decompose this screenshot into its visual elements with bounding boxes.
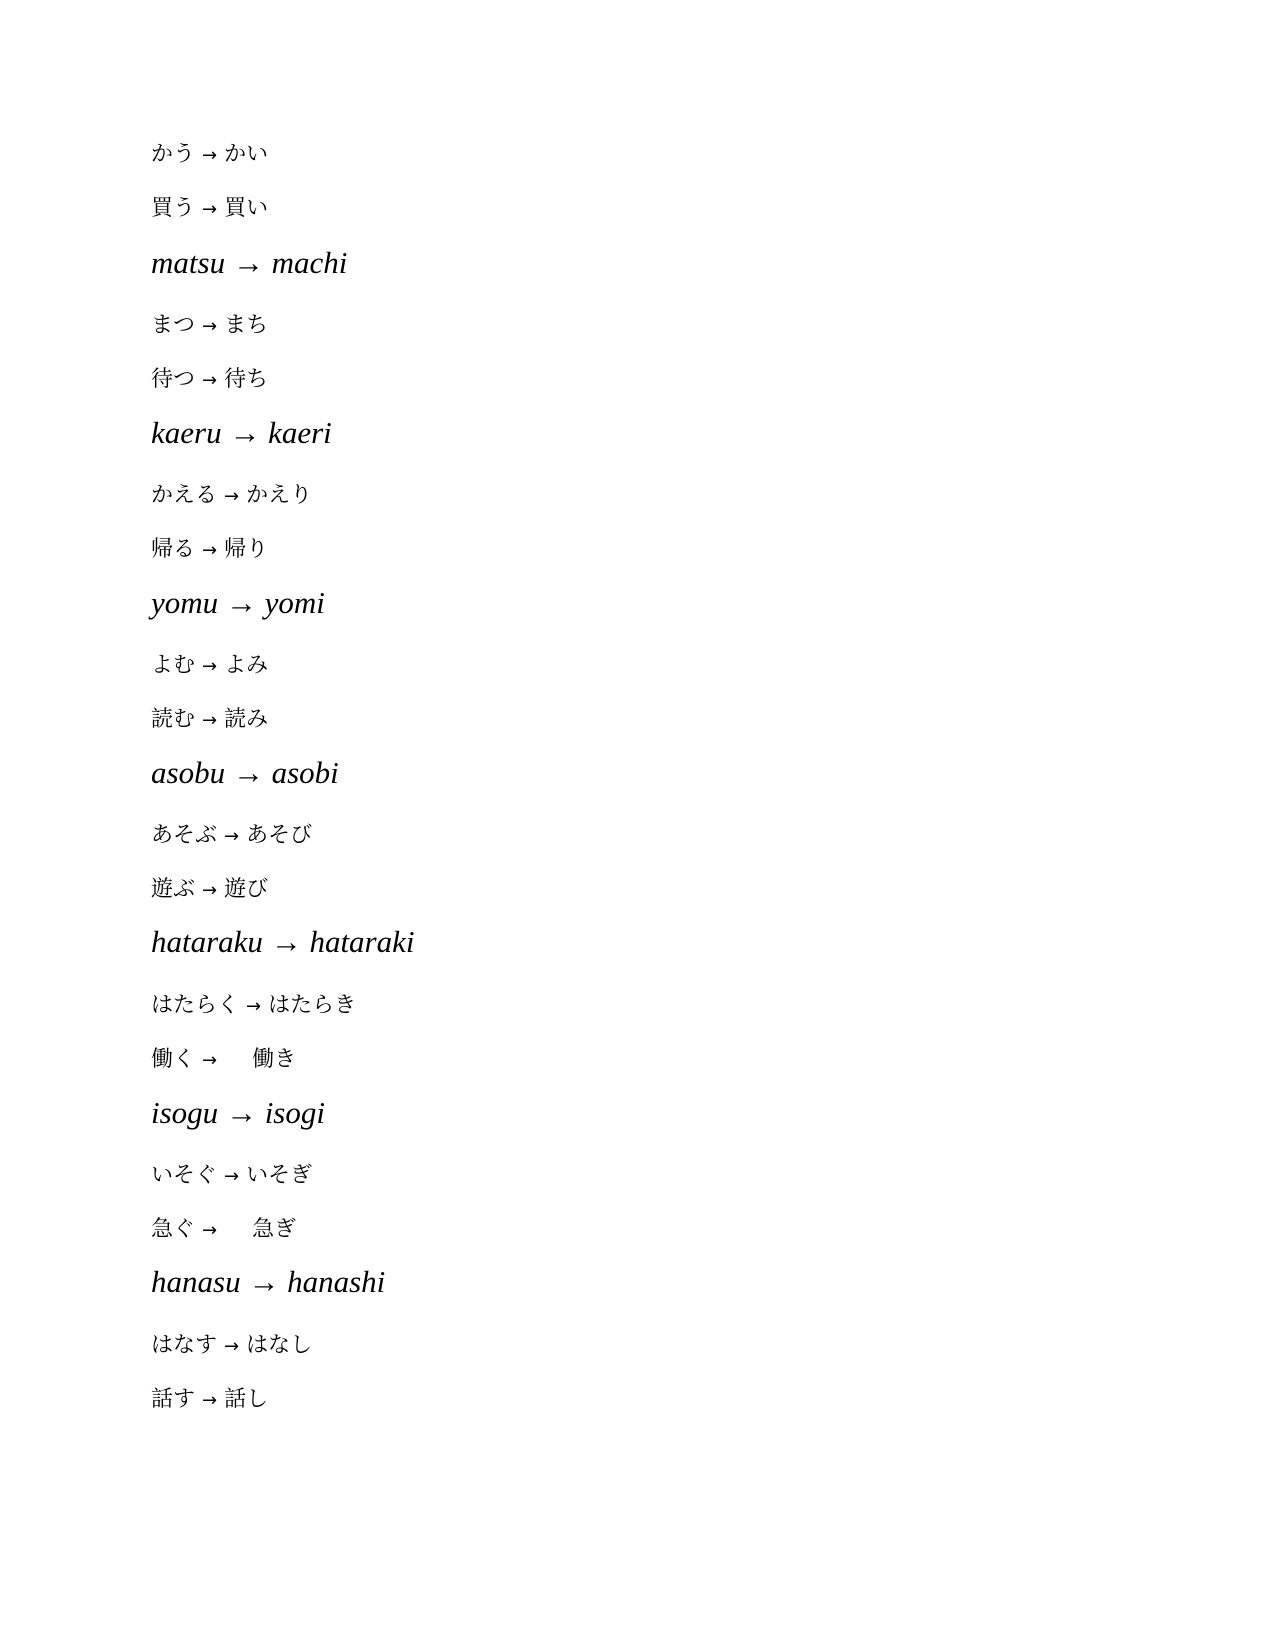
arrow-icon: → xyxy=(202,1390,218,1411)
target-word: 急ぎ xyxy=(252,1217,297,1242)
source-word: 遊ぶ xyxy=(151,877,196,902)
arrow-icon: → xyxy=(202,370,218,391)
source-word: かえる xyxy=(151,483,218,508)
source-word: はなす xyxy=(151,1333,218,1358)
source-word: kaeru xyxy=(151,415,222,450)
target-word: 遊び xyxy=(224,877,269,902)
kana-conversion-line xyxy=(151,535,268,566)
target-word: 帰り xyxy=(224,537,269,562)
gap xyxy=(260,415,268,450)
target-word: asobi xyxy=(271,755,339,790)
kana-conversion-line xyxy=(151,1215,296,1246)
kana-conversion-line xyxy=(151,481,312,512)
kana-conversion-line xyxy=(151,651,268,682)
kana-conversion-line xyxy=(151,1331,312,1362)
target-word: yomi xyxy=(264,585,325,620)
romaji-conversion-line xyxy=(151,413,332,453)
source-word: 待つ xyxy=(151,367,196,392)
source-word: まつ xyxy=(151,313,196,338)
romaji-conversion-line xyxy=(151,583,325,623)
target-word: かえり xyxy=(246,483,313,508)
arrow-icon: → xyxy=(246,996,262,1017)
source-word: 買う xyxy=(151,196,196,221)
target-word: 読み xyxy=(224,707,269,732)
arrow-icon: → xyxy=(202,316,218,337)
romaji-conversion-line xyxy=(151,243,347,283)
target-word: まち xyxy=(224,313,269,338)
kana-conversion-line xyxy=(151,365,268,396)
arrow-icon: → xyxy=(202,199,218,220)
gap xyxy=(257,1095,265,1130)
target-word: かい xyxy=(224,142,269,167)
arrow-icon: → xyxy=(229,415,261,450)
arrow-icon: → xyxy=(248,1264,280,1299)
arrow-icon: → xyxy=(232,245,264,280)
target-word: はたらき xyxy=(268,993,357,1018)
arrow-icon: → xyxy=(202,1050,218,1071)
target-word: 話し xyxy=(224,1387,269,1412)
romaji-conversion-line xyxy=(151,753,339,793)
kana-conversion-line xyxy=(151,1045,296,1076)
target-word: machi xyxy=(271,245,348,280)
source-word: hanasu xyxy=(151,1264,241,1299)
kana-conversion-line xyxy=(151,875,268,906)
kana-conversion-line xyxy=(151,1161,312,1192)
kana-conversion-line xyxy=(151,705,268,736)
arrow-icon: → xyxy=(202,145,218,166)
arrow-icon: → xyxy=(202,1220,218,1241)
target-word: あそび xyxy=(246,823,313,848)
target-word: 買い xyxy=(224,196,269,221)
arrow-icon: → xyxy=(202,710,218,731)
source-word: いそぐ xyxy=(151,1163,218,1188)
arrow-icon: → xyxy=(225,1095,257,1130)
target-word: kaeri xyxy=(268,415,332,450)
gap xyxy=(217,1217,252,1242)
source-word: よむ xyxy=(151,653,196,678)
arrow-icon: → xyxy=(202,656,218,677)
source-word: 帰る xyxy=(151,537,196,562)
source-word: 働く xyxy=(151,1047,196,1072)
kana-conversion-line xyxy=(151,1385,268,1416)
arrow-icon: → xyxy=(202,880,218,901)
source-word: yomu xyxy=(151,585,219,620)
kana-conversion-line xyxy=(151,194,268,225)
gap xyxy=(279,1264,287,1299)
gap xyxy=(264,245,272,280)
source-word: はたらく xyxy=(151,993,240,1018)
kana-conversion-line xyxy=(151,991,356,1022)
romaji-conversion-line xyxy=(151,1093,325,1133)
arrow-icon: → xyxy=(232,755,264,790)
source-word: 急ぐ xyxy=(151,1217,196,1242)
arrow-icon: → xyxy=(224,1166,240,1187)
target-word: hanashi xyxy=(287,1264,386,1299)
arrow-icon: → xyxy=(270,924,302,959)
romaji-conversion-line xyxy=(151,922,415,962)
arrow-icon: → xyxy=(224,1336,240,1357)
kana-conversion-line xyxy=(151,821,312,852)
kana-conversion-line xyxy=(151,311,268,342)
target-word: 働き xyxy=(252,1047,297,1072)
source-word: あそぶ xyxy=(151,823,218,848)
source-word: 話す xyxy=(151,1387,196,1412)
target-word: 待ち xyxy=(224,367,269,392)
source-word: かう xyxy=(151,142,196,167)
target-word: はなし xyxy=(246,1333,313,1358)
arrow-icon: → xyxy=(224,486,240,507)
source-word: matsu xyxy=(151,245,226,280)
romaji-conversion-line xyxy=(151,1262,385,1302)
target-word: hataraki xyxy=(309,924,415,959)
source-word: isogu xyxy=(151,1095,219,1130)
arrow-icon: → xyxy=(202,540,218,561)
kana-conversion-line xyxy=(151,140,268,171)
gap xyxy=(257,585,265,620)
source-word: hataraku xyxy=(151,924,263,959)
source-word: asobu xyxy=(151,755,226,790)
target-word: isogi xyxy=(264,1095,325,1130)
source-word: 読む xyxy=(151,707,196,732)
arrow-icon: → xyxy=(225,585,257,620)
target-word: いそぎ xyxy=(246,1163,313,1188)
target-word: よみ xyxy=(224,653,269,678)
gap xyxy=(264,755,272,790)
arrow-icon: → xyxy=(224,826,240,847)
gap xyxy=(217,1047,252,1072)
